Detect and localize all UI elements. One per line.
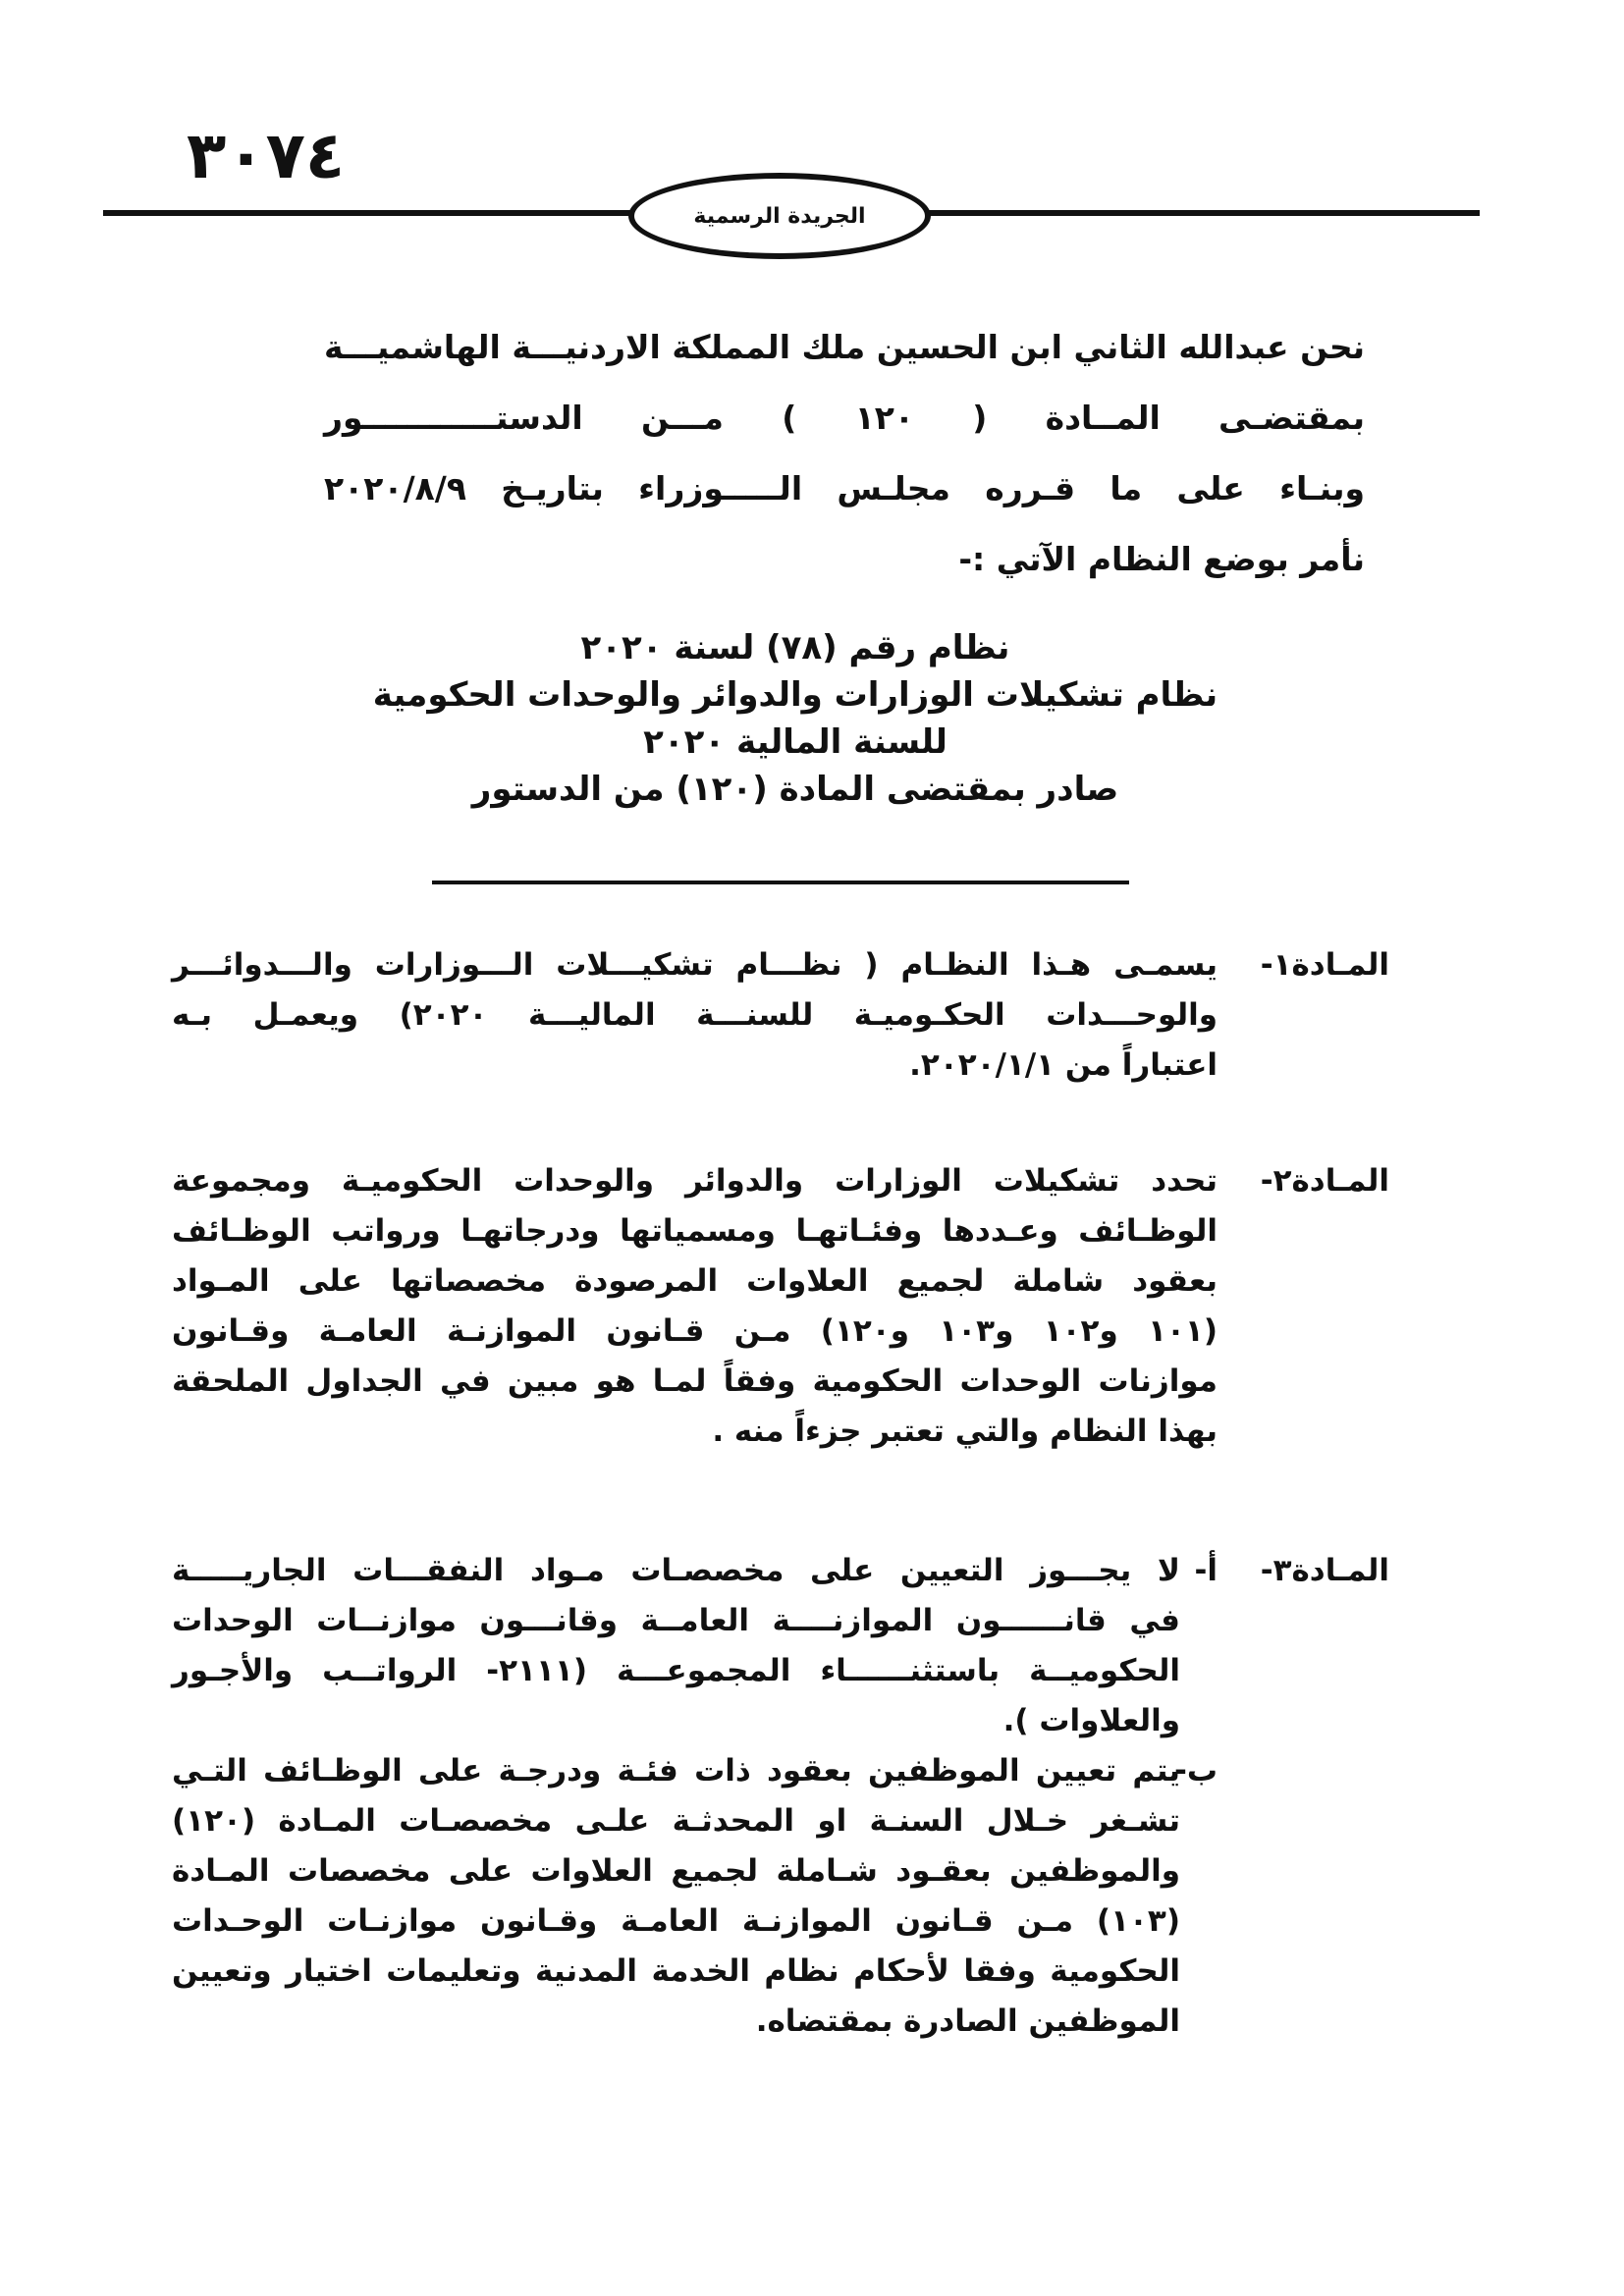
clause-line: الحكومية وفقا لأحكام نظام الخدمة المدنية وتعليمات اختيار وتعيين bbox=[172, 1953, 1180, 1989]
article-line: تحدد تشكيلات الوزارات والدوائر والوحدات الحكوميـة ومجموعة bbox=[172, 1163, 1218, 1199]
clause-line: (١٠٣) مـن قـانون الموازنـة العامـة وقـانون موازنـات الوحـدات bbox=[172, 1903, 1180, 1939]
title-line: نظام تشكيلات الوزارات والدوائر والوحدات الحكومية bbox=[372, 675, 1218, 715]
article-line: موازنات الوحدات الحكومية وفقاً لمـا هو مبين في الجداول الملحقة bbox=[172, 1363, 1218, 1399]
article-line: يسمـى هـذا النظـام ( نظـــام تشكيـــلات الـــوزارات والـــدوائـــر bbox=[172, 947, 1218, 983]
article-1 bbox=[172, 940, 1389, 1091]
clause-a bbox=[172, 1546, 1218, 1746]
title-divider bbox=[432, 881, 1129, 884]
gazette-name: الجريدة الرسمية bbox=[693, 203, 866, 229]
clause-b bbox=[172, 1746, 1218, 2047]
article-3 bbox=[172, 1546, 1389, 2047]
article-line: (١٠١ و١٠٢ و١٠٣ و١٢٠) مـن قـانون الموازنـة العامـة وقـانون bbox=[172, 1313, 1218, 1349]
clause-line: لا يجـــوز التعيين على مخصصـات مـواد النفقـــات الجاريـــــة bbox=[172, 1553, 1180, 1588]
article-line: والوحـــدات الحكـوميـة للسنـــة الماليـــة ٢٠٢٠) ويعمـل بـه bbox=[172, 997, 1218, 1033]
article-label: المـادة٢- bbox=[1260, 1163, 1389, 1199]
clause-line: يتم تعيين الموظفين بعقود ذات فئـة ودرجـة على الوظـائف التـي bbox=[172, 1753, 1180, 1789]
page-number: ٣٠٧٤ bbox=[187, 118, 346, 193]
article-line: الوظـائف وعـددها وفئـاتهـا ومسمياتها ودرجاتهـا ورواتب الوظـائف bbox=[172, 1213, 1218, 1249]
title-line: نظام رقم (٧٨) لسنة ٢٠٢٠ bbox=[580, 628, 1010, 667]
article-label: المـادة١- bbox=[1260, 947, 1389, 983]
preamble-line: وبنـاء على ما قـرره مجلـس الـــــوزراء بتاريـخ ٢٠٢٠/٨/٩ bbox=[324, 469, 1365, 507]
preamble-line: نحن عبدالله الثاني ابن الحسين ملك المملكة الاردنيـــة الهاشميـــة bbox=[324, 328, 1365, 366]
clause-line: تشـغر خـلال السنـة او المحدثـة علـى مخصصـات المـادة (١٢٠) bbox=[172, 1803, 1180, 1839]
clause-label: أ- bbox=[1194, 1553, 1218, 1588]
article-line: بهذا النظام والتي تعتبر جزءاً منه . bbox=[712, 1414, 1218, 1449]
gazette-name-oval bbox=[628, 173, 931, 259]
regulation-title bbox=[334, 624, 1257, 813]
article-2 bbox=[172, 1156, 1389, 1457]
clause-line: الحكوميــة باستثنــــــاء المجموعـــة (٢١١١- الرواتــب والأجـور bbox=[172, 1653, 1180, 1688]
preamble bbox=[324, 312, 1365, 595]
preamble-line: نأمر بوضع النظام الآتي :- bbox=[958, 540, 1365, 578]
clause-line: والموظفين بعقـود شـاملة لجميع العلاوات على مخصصات المـادة bbox=[172, 1853, 1180, 1889]
article-line: بعقود شاملة لجميع العلاوات المرصودة مخصصاتها على المـواد bbox=[172, 1263, 1218, 1299]
clause-line: الموظفين الصادرة بمقتضاه. bbox=[755, 2003, 1180, 2039]
title-line: صادر بمقتضى المادة (١٢٠) من الدستور bbox=[471, 770, 1119, 809]
clause-line: والعلاوات ). bbox=[1002, 1703, 1180, 1738]
article-line: اعتباراً من ٢٠٢٠/١/١. bbox=[909, 1047, 1218, 1083]
preamble-line: بمقتضـى المــادة ( ١٢٠ ) مـــن الدستــــــــــــور bbox=[324, 399, 1365, 437]
article-label: المـادة٣- bbox=[1260, 1553, 1389, 1588]
title-line: للسنة المالية ٢٠٢٠ bbox=[643, 722, 947, 762]
clause-line: في قانــــــون الموازنــــة العامــة وقانـــون موازنــات الوحدات bbox=[172, 1603, 1180, 1638]
clause-label: ب- bbox=[1173, 1753, 1218, 1789]
